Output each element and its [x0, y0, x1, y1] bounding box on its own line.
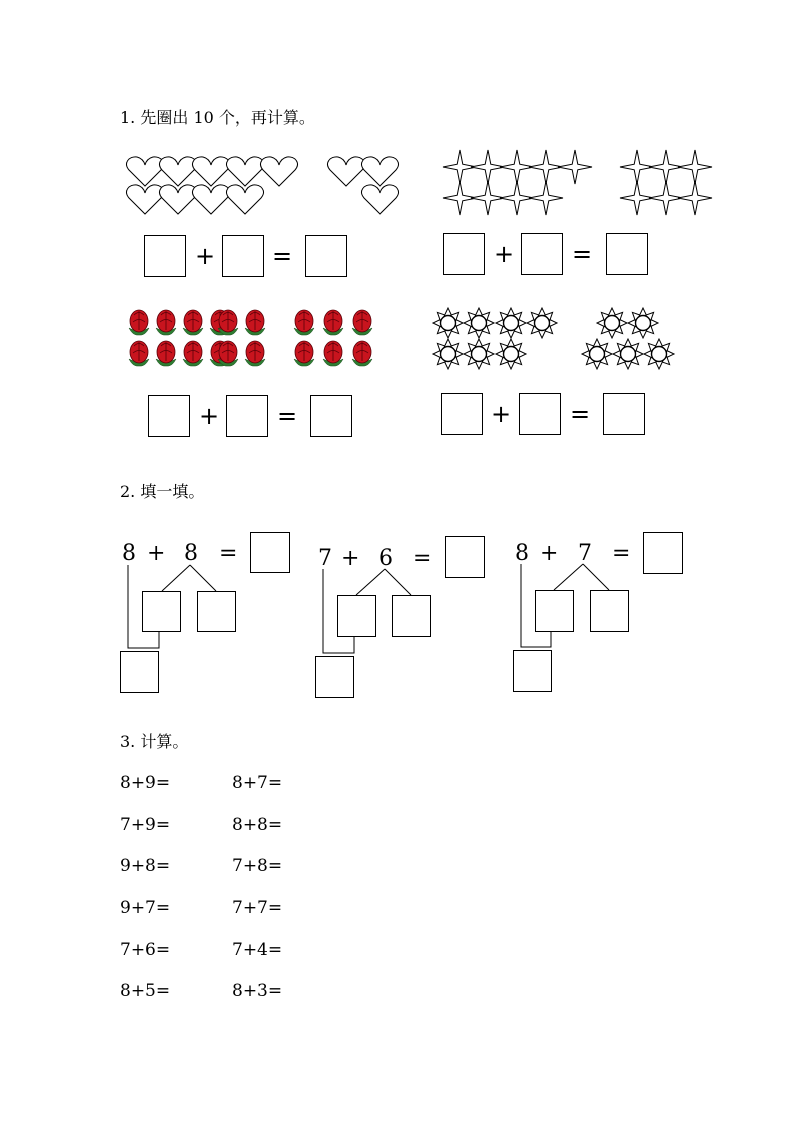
calc-item: 8+8=: [232, 815, 283, 835]
sun-flower-icon: [644, 339, 674, 369]
plus-sign: +: [195, 242, 216, 270]
addend-a: 8: [122, 541, 136, 566]
rose-icon: [156, 310, 176, 335]
star-icon: [620, 150, 654, 184]
equals-sign: =: [612, 541, 631, 566]
addend-b: 8: [184, 541, 198, 566]
rose-icon: [218, 310, 238, 335]
rose-icon: [183, 310, 203, 335]
calc-item: 9+8=: [120, 856, 171, 876]
sum-ten-box[interactable]: [315, 656, 354, 698]
calc-item: 7+9=: [120, 815, 171, 835]
star-icon: [529, 150, 563, 184]
star-icon: [649, 150, 683, 184]
calc-item: 8+9=: [120, 773, 171, 793]
sum-ten-box[interactable]: [120, 651, 159, 693]
split-box[interactable]: [337, 595, 376, 637]
equals-sign: =: [572, 240, 593, 268]
answer-box[interactable]: [222, 235, 264, 277]
rose-icon: [218, 341, 238, 366]
section-2-title: 2. 填一填。: [120, 482, 205, 501]
answer-box[interactable]: [250, 532, 290, 573]
answer-box[interactable]: [519, 393, 561, 435]
star-icon: [500, 150, 534, 184]
equals-sign: =: [272, 242, 293, 270]
calc-item: 8+7=: [232, 773, 283, 793]
answer-box[interactable]: [144, 235, 186, 277]
answer-box[interactable]: [226, 395, 268, 437]
split-box[interactable]: [392, 595, 431, 637]
calc-item: 8+5=: [120, 981, 171, 1001]
rose-icon: [129, 341, 149, 366]
heart-icon: [127, 185, 164, 214]
plus-sign: +: [147, 541, 166, 566]
rose-icon: [352, 310, 372, 335]
heart-icon: [227, 157, 264, 186]
calc-item: 7+7=: [232, 898, 283, 918]
star-icon: [443, 181, 477, 215]
answer-box[interactable]: [443, 233, 485, 275]
split-box[interactable]: [197, 591, 236, 632]
rose-icon: [323, 310, 343, 335]
answer-box[interactable]: [310, 395, 352, 437]
calc-item: 7+6=: [120, 940, 171, 960]
calc-item: 7+4=: [232, 940, 283, 960]
sun-flower-icon: [464, 308, 494, 338]
answer-box[interactable]: [606, 233, 648, 275]
heart-icon: [362, 157, 399, 186]
answer-box[interactable]: [603, 393, 645, 435]
heart-icon: [362, 185, 399, 214]
plus-sign: +: [199, 402, 220, 430]
heart-icon: [328, 157, 365, 186]
rose-icon: [294, 310, 314, 335]
equals-sign: =: [570, 400, 591, 428]
sun-flower-icon: [496, 339, 526, 369]
star-icon: [678, 150, 712, 184]
plus-sign: +: [540, 541, 559, 566]
rose-icon: [210, 341, 230, 366]
plus-sign: +: [491, 400, 512, 428]
rose-icon: [245, 310, 265, 335]
heart-icon: [193, 157, 230, 186]
addend-a: 8: [515, 541, 529, 566]
section-1-title: 1. 先圈出 10 个，再计算。: [120, 108, 315, 127]
addend-b: 6: [379, 546, 393, 571]
answer-box[interactable]: [148, 395, 190, 437]
sun-flower-icon: [433, 339, 463, 369]
rose-icon: [323, 341, 343, 366]
plus-sign: +: [341, 546, 360, 571]
equals-sign: =: [277, 402, 298, 430]
split-box[interactable]: [590, 590, 629, 632]
sun-flower-icon: [496, 308, 526, 338]
split-box[interactable]: [142, 591, 181, 632]
sun-flower-icon: [527, 308, 557, 338]
heart-icon: [160, 157, 197, 186]
answer-box[interactable]: [305, 235, 347, 277]
heart-icon: [127, 157, 164, 186]
equals-sign: =: [219, 541, 238, 566]
split-box[interactable]: [535, 590, 574, 632]
sun-flower-icon: [628, 308, 658, 338]
heart-icon: [261, 157, 298, 186]
addend-a: 7: [318, 546, 332, 571]
star-icon: [678, 181, 712, 215]
answer-box[interactable]: [441, 393, 483, 435]
sun-flower-icon: [582, 339, 612, 369]
star-icon: [471, 181, 505, 215]
calc-item: 8+3=: [232, 981, 283, 1001]
calc-item: 7+8=: [232, 856, 283, 876]
sun-flower-icon: [433, 308, 463, 338]
heart-icon: [160, 185, 197, 214]
calc-item: 9+7=: [120, 898, 171, 918]
answer-box[interactable]: [445, 536, 485, 578]
sun-flower-icon: [597, 308, 627, 338]
plus-sign: +: [494, 240, 515, 268]
heart-icon: [193, 185, 230, 214]
answer-box[interactable]: [521, 233, 563, 275]
rose-icon: [294, 341, 314, 366]
rose-icon: [129, 310, 149, 335]
rose-icon: [210, 310, 230, 335]
star-icon: [471, 150, 505, 184]
equals-sign: =: [413, 546, 432, 571]
sun-flower-icon: [613, 339, 643, 369]
addend-b: 7: [578, 541, 592, 566]
star-icon: [443, 150, 477, 184]
answer-box[interactable]: [643, 532, 683, 574]
heart-icon: [227, 185, 264, 214]
rose-icon: [352, 341, 372, 366]
star-icon: [529, 181, 563, 215]
rose-icon: [245, 341, 265, 366]
star-icon: [649, 181, 683, 215]
star-icon: [558, 150, 592, 184]
star-icon: [620, 181, 654, 215]
sum-ten-box[interactable]: [513, 650, 552, 692]
rose-icon: [156, 341, 176, 366]
star-icon: [500, 181, 534, 215]
sun-flower-icon: [464, 339, 494, 369]
rose-icon: [183, 341, 203, 366]
section-3-title: 3. 计算。: [120, 732, 189, 751]
